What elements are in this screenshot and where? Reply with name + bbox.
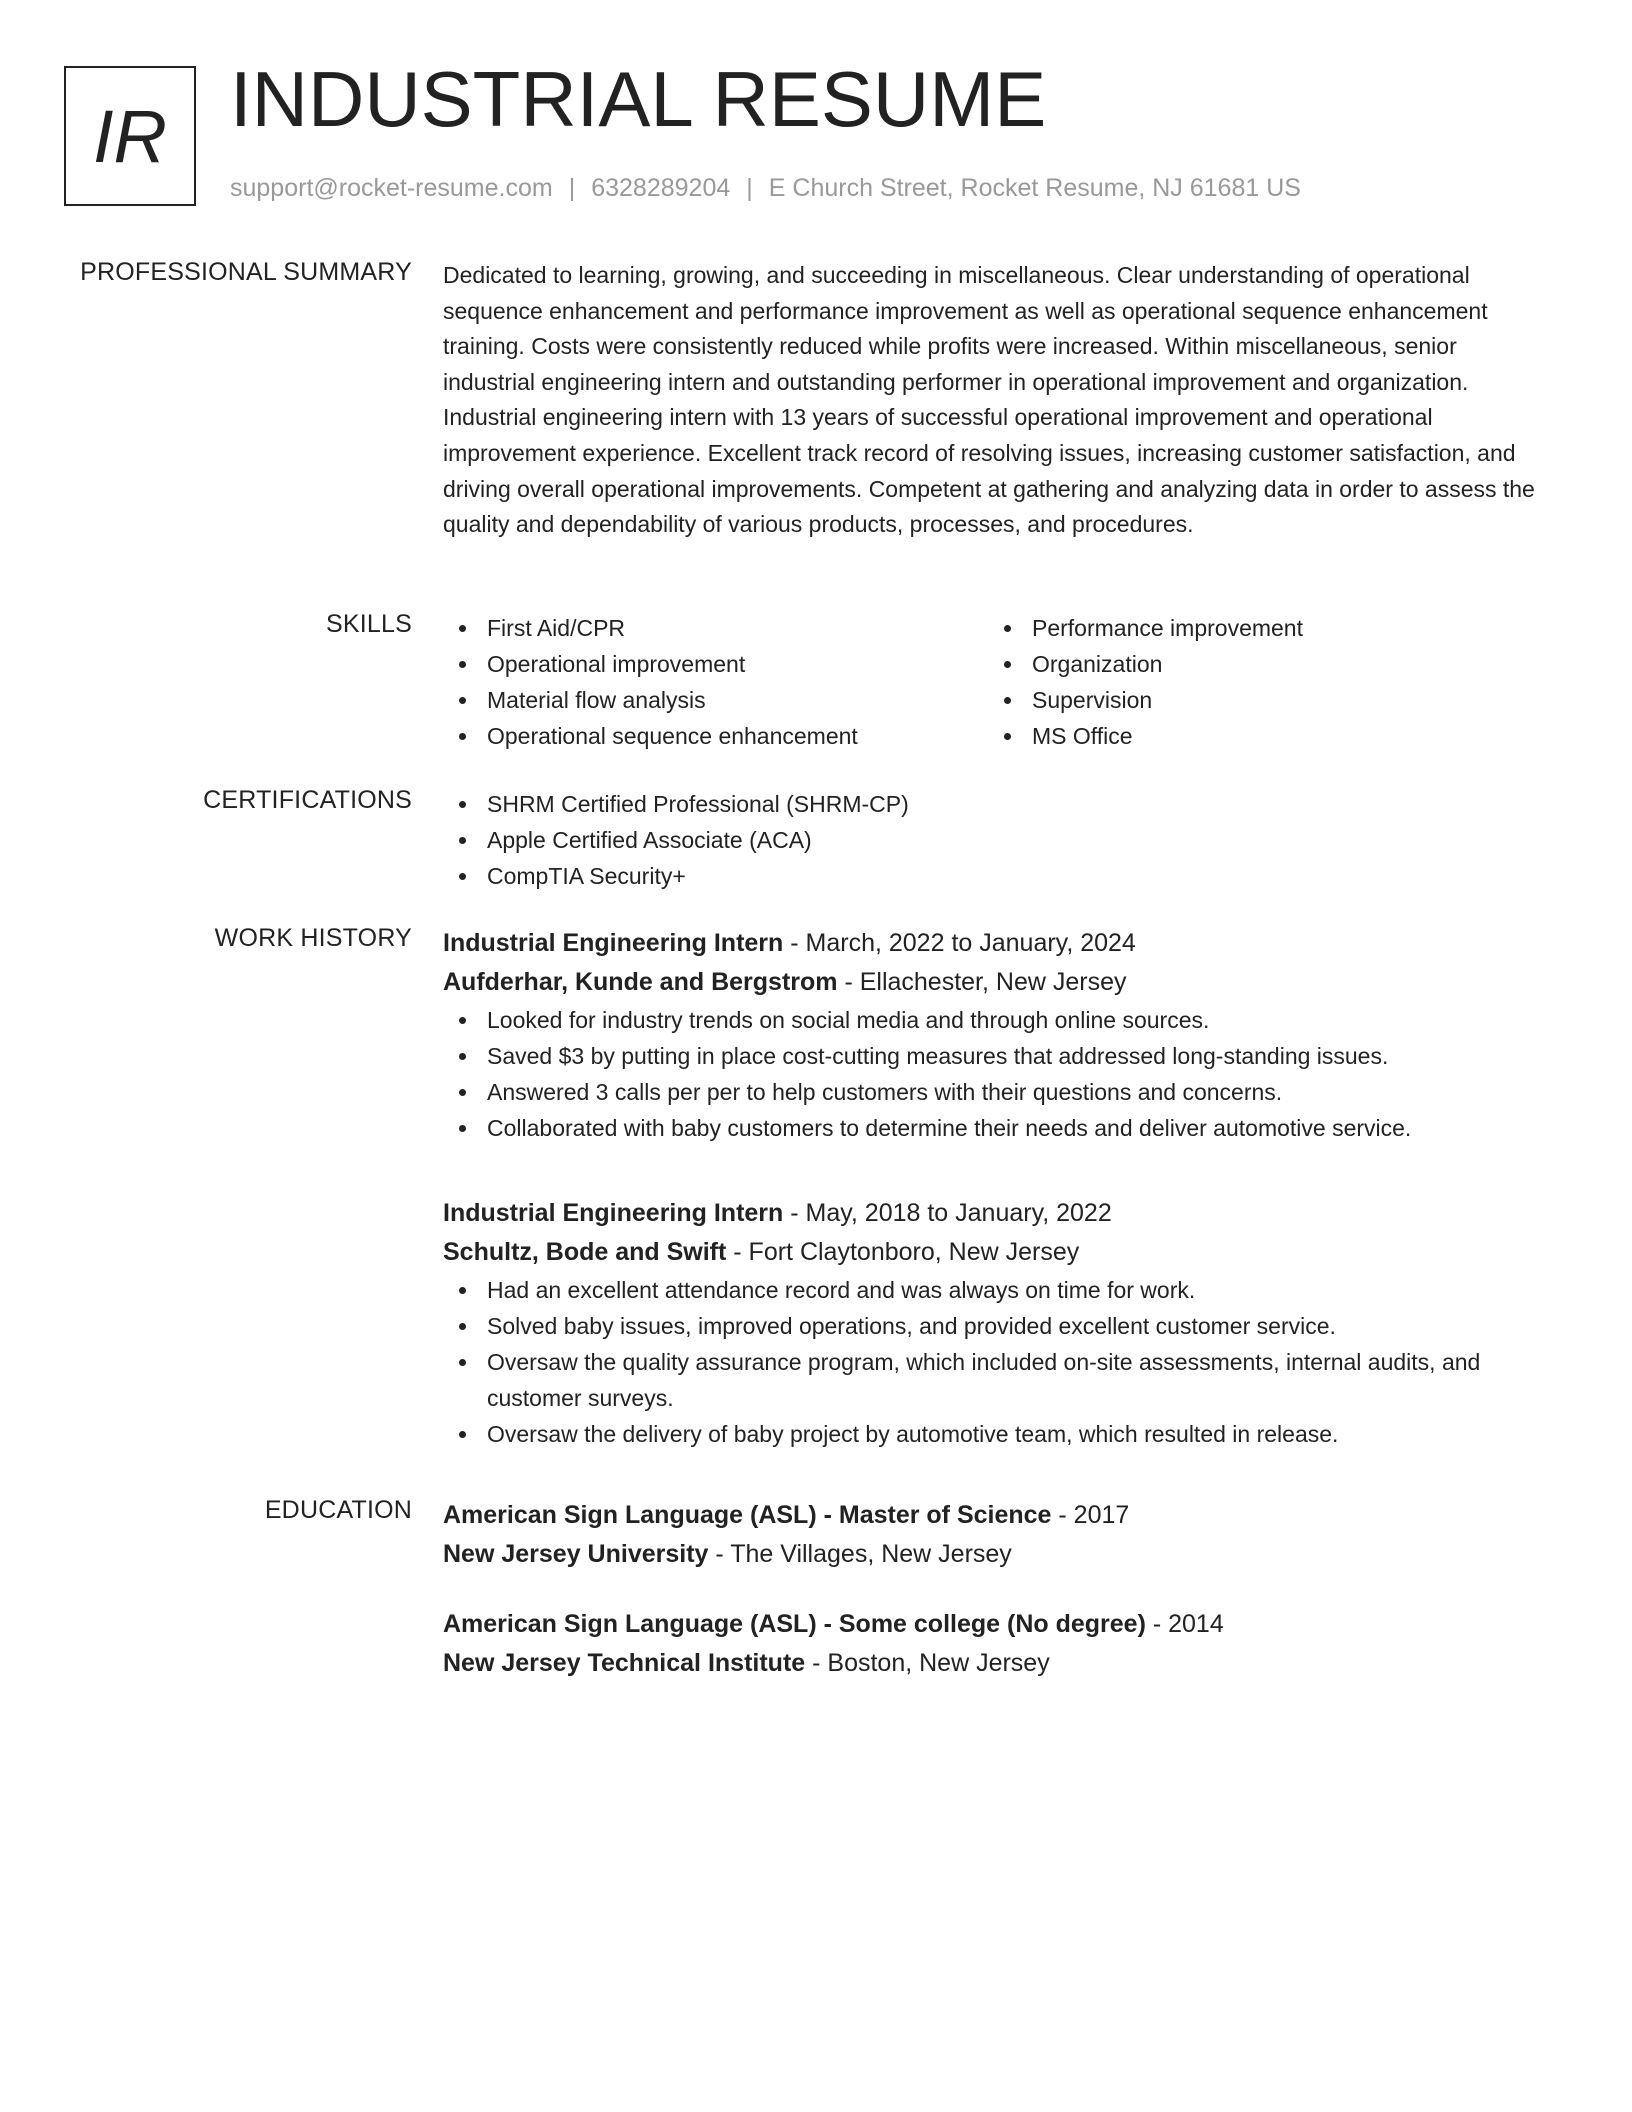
job-title: Industrial Engineering Intern <box>443 1199 784 1227</box>
skills-grid <box>443 610 1555 754</box>
education-year: - 2017 <box>1051 1501 1130 1529</box>
list-item: Material flow analysis <box>443 682 988 718</box>
education-entry <box>443 1496 1555 1574</box>
education-school: New Jersey University <box>443 1540 709 1568</box>
education-school: New Jersey Technical Institute <box>443 1649 806 1677</box>
list-item: Operational improvement <box>443 646 988 682</box>
section-label-summary: PROFESSIONAL SUMMARY <box>80 258 412 286</box>
education-degree-line <box>443 1605 1555 1644</box>
job-entry <box>443 1194 1555 1452</box>
job-dates: - March, 2022 to January, 2024 <box>783 929 1136 957</box>
list-item: Saved $3 by putting in place cost-cutting measures that addressed long-standing issues. <box>443 1038 1555 1074</box>
job-company: Aufderhar, Kunde and Bergstrom <box>443 968 838 996</box>
list-item: Operational sequence enhancement <box>443 718 988 754</box>
education-degree: American Sign Language (ASL) - Some college (No degree) <box>443 1610 1146 1638</box>
list-item: Collaborated with baby customers to determine their needs and deliver automotive service. <box>443 1110 1555 1146</box>
section-label-education: EDUCATION <box>264 1496 412 1524</box>
list-item: Performance improvement <box>988 610 1533 646</box>
education-location: - The Villages, New Jersey <box>708 1540 1012 1568</box>
contact-email: support@rocket-resume.com <box>230 174 553 202</box>
contact-separator: | <box>568 174 576 202</box>
education-degree-line <box>443 1496 1555 1535</box>
job-dates: - May, 2018 to January, 2022 <box>783 1199 1112 1227</box>
list-item: First Aid/CPR <box>443 610 988 646</box>
job-location: - Fort Claytonboro, New Jersey <box>726 1238 1080 1266</box>
section-label-skills: SKILLS <box>326 610 412 638</box>
section-label-work: WORK HISTORY <box>214 924 412 952</box>
list-item: Oversaw the delivery of baby project by automotive team, which resulted in release. <box>443 1416 1555 1452</box>
job-company: Schultz, Bode and Swift <box>443 1238 727 1266</box>
job-title-line <box>443 924 1555 963</box>
job-bullets <box>443 1272 1555 1452</box>
list-item: Had an excellent attendance record and was always on time for work. <box>443 1272 1555 1308</box>
list-item: Oversaw the quality assurance program, which included on-site assessments, internal audits, and customer surveys. <box>443 1344 1555 1416</box>
list-item: Supervision <box>988 682 1533 718</box>
summary-text: Dedicated to learning, growing, and succeeding in miscellaneous. Clear understanding of operational sequence enhancement and performance improvement as well as operational sequence enhancement training. Costs were consistently reduced while profits were increased. Within miscellaneous, senior industrial engineering intern and outstanding performer in operational improvement and organization. Industrial engineering intern with 13 years of successful operational improvement and operational improvement experience. Excellent track record of resolving issues, increasing customer satisfaction, and driving overall operational improvements. Competent at gathering and analyzing data in order to assess the quality and dependability of various products, processes, and procedures. <box>443 262 1535 538</box>
skills-list-right <box>988 610 1533 754</box>
summary-body <box>443 258 1555 543</box>
education-year: - 2014 <box>1145 1610 1224 1638</box>
list-item: MS Office <box>988 718 1533 754</box>
job-place-line <box>443 1233 1555 1272</box>
resume-name: INDUSTRIAL RESUME <box>230 55 1047 143</box>
contact-phone: 6328289204 <box>591 174 731 202</box>
skills-list-left <box>443 610 988 754</box>
job-entry <box>443 924 1555 1146</box>
list-item: Answered 3 calls per per to help customers with their questions and concerns. <box>443 1074 1555 1110</box>
list-item: Looked for industry trends on social media and through online sources. <box>443 1002 1555 1038</box>
contact-line <box>230 174 1301 203</box>
list-item: CompTIA Security+ <box>443 858 1555 894</box>
job-title: Industrial Engineering Intern <box>443 929 784 957</box>
education-degree: American Sign Language (ASL) - Master of Science <box>443 1501 1052 1529</box>
job-location: - Ellachester, New Jersey <box>837 968 1127 996</box>
education-school-line <box>443 1535 1555 1574</box>
list-item: Solved baby issues, improved operations, and provided excellent customer service. <box>443 1308 1555 1344</box>
list-item: SHRM Certified Professional (SHRM-CP) <box>443 786 1555 822</box>
list-item: Apple Certified Associate (ACA) <box>443 822 1555 858</box>
job-bullets <box>443 1002 1555 1146</box>
certifications-body <box>443 786 1555 894</box>
certifications-list <box>443 786 1555 894</box>
section-label-certifications: CERTIFICATIONS <box>203 786 412 814</box>
education-school-line <box>443 1644 1555 1683</box>
job-place-line <box>443 963 1555 1002</box>
job-title-line <box>443 1194 1555 1233</box>
education-entry <box>443 1605 1555 1683</box>
contact-address: E Church Street, Rocket Resume, NJ 61681 US <box>768 174 1301 202</box>
skills-body <box>443 610 1555 754</box>
contact-separator: | <box>746 174 753 202</box>
monogram-logo: IR <box>64 66 196 206</box>
list-item: Organization <box>988 646 1533 682</box>
education-location: - Boston, New Jersey <box>805 1649 1050 1677</box>
